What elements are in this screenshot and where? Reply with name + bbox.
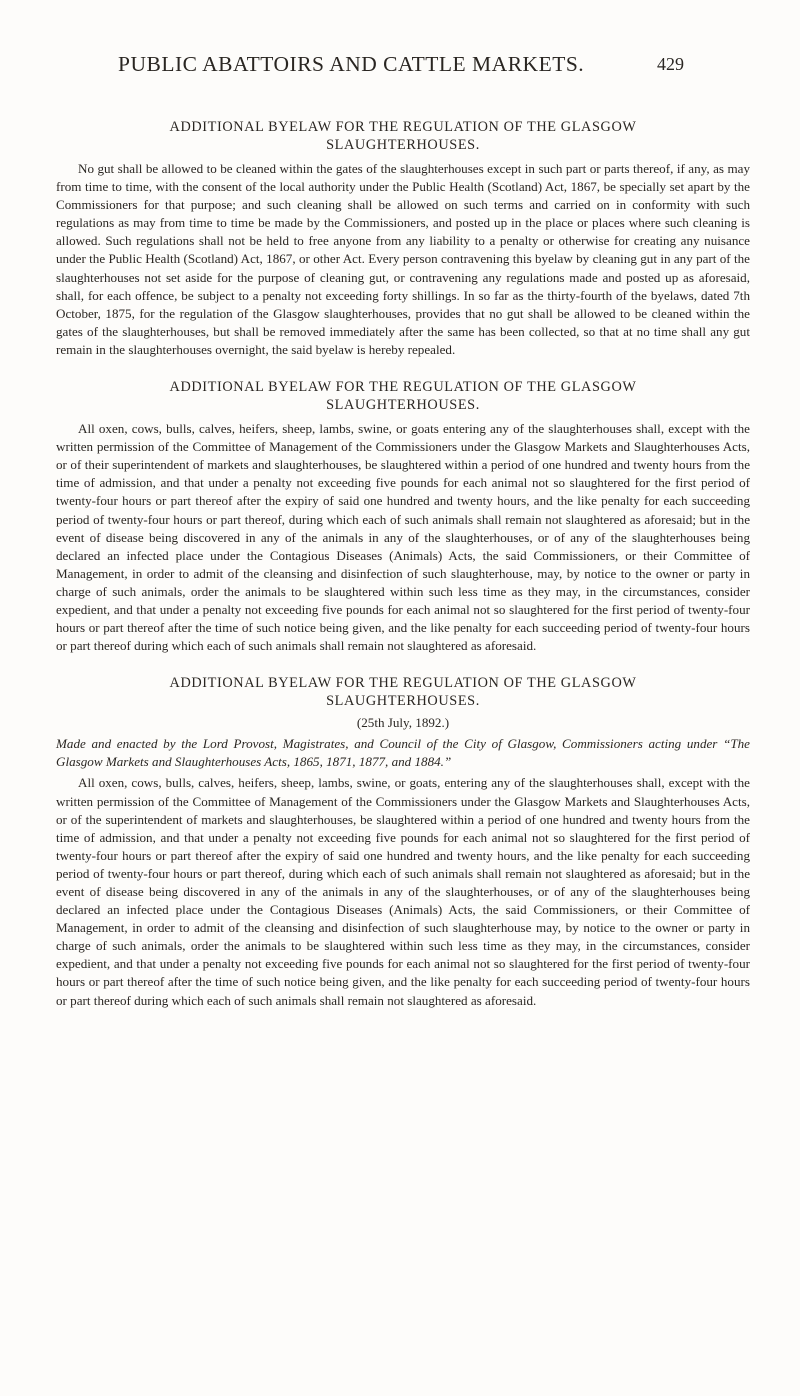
section-heading-line: ADDITIONAL BYELAW FOR THE REGULATION OF THE GLASGOW bbox=[169, 675, 637, 692]
section-heading-line: SLAUGHTERHOUSES. bbox=[326, 693, 480, 710]
page-number: 429 bbox=[657, 54, 684, 74]
section-heading-line: ADDITIONAL BYELAW FOR THE REGULATION OF THE GLASGOW bbox=[169, 379, 637, 396]
byelaw-section-slaughter-period bbox=[56, 378, 750, 655]
section-heading-line: SLAUGHTERHOUSES. bbox=[326, 137, 480, 153]
running-head bbox=[0, 52, 800, 88]
byelaw-section-1892 bbox=[56, 674, 750, 1009]
section-body: All oxen, cows, bulls, calves, heifers, sheep, lambs, swine, or goats, entering any of the slaughterhouses shall, except with the written permission of the Committee of Management of the Commissioners under the Glasgow Markets and Slaughterhouses Acts, or of the superintendent of markets and slaughterhouses, be slaughtered within a period of one hundred and twenty hours from the time of admission, and that under a penalty not exceeding five pounds for each animal not so slaughtered for the first period of twenty-four hours or part thereof after the expiry of said one hundred and twenty hours, and the like penalty for each succeeding period of twenty-four hours or part thereof, during which each of such animals shall remain not slaughtered as aforesaid; but in the event of disease being discovered in any of the animals in any of the slaughterhouses, or of any of the slaughterhouses being declared an infected place under the Contagious Diseases (Animals) Acts, the said Commissioners, or their Committee of Management, in order to admit of the cleansing and disinfection of such slaughterhouse may, by notice to the owner or party in charge of such animals, order the animals to be slaughtered within such less time as they may, in the circumstances, consider expedient, and that under a penalty not exceeding five pounds for each animal not so slaughtered for the first period of twenty-four hours or part thereof after the time of such notice being given, and the like penalty for each succeeding period of twenty-four hours or part thereof during which each of such animals shall remain not slaughtered as aforesaid. bbox=[56, 775, 750, 1008]
section-heading bbox=[56, 378, 750, 414]
section-body: All oxen, cows, bulls, calves, heifers, sheep, lambs, swine, or goats entering any of the slaughterhouses shall, except with the written permission of the Committee of Management of the Commissioners under the Glasgow Markets and Slaughterhouses Acts, or of their superintendent of markets and slaughterhouses, be slaughtered within a period of one hundred and twenty hours from the time of admission, and that under a penalty not exceeding five pounds for each animal not so slaughtered for the first period of twenty-four hours or part thereof after the expiry of said one hundred and twenty hours, and the like penalty for each succeeding period of twenty-four hours or part thereof, during which each of such animals shall remain not slaughtered as aforesaid; but in the event of disease being discovered in any of the animals in any of the slaughterhouses, or of any of the slaughterhouses being declared an infected place under the Contagious Diseases (Animals) Acts, the said Commissioners, or their Committee of Management, in order to admit of the cleansing and disinfection of such slaughterhouse, may, by notice to the owner or party in charge of such animals, order the animals to be slaughtered within such less time as they may, in the circumstances, consider expedient, and that under a penalty not exceeding five pounds for each animal not so slaughtered for the first period of twenty-four hours or part thereof after the time of such notice being given, and the like penalty for each succeeding period of twenty-four hours or part thereof during which each of such animals shall remain not slaughtered as aforesaid. bbox=[56, 421, 750, 654]
section-body: No gut shall be allowed to be cleaned within the gates of the slaughterhouses except in such part or parts thereof, if any, as may from time to time, with the consent of the local authority under the Public Health (Scotland) Act, 1867, be specially set apart by the Commissioners for that purpose; and such cleaning shall be allowed on such terms and carried on in conformity with such regulations as may from time to time be made by the Commissioners, and posted up in the place or places where such cleaning is allowed. Such regulations shall not be held to free anyone from any liability to a penalty or otherwise for creating any nuisance under the Public Health (Scotland) Act, 1867, or other Act. Every person contravening this byelaw by cleaning gut in any part of the slaughterhouses not set aside for the purpose of cleaning gut, or contravening any regulations made and posted up as aforesaid, shall, for each offence, be subject to a penalty not exceeding forty shillings. In so far as the thirty-fourth of the byelaws, dated 7th October, 1875, for the regulation of the Glasgow slaughterhouses, provides that no gut shall be allowed to be cleaned within the gates of the slaughterhouses, but shall be removed immediately after the same has been collected, so that at no time shall any gut remain in the slaughterhouses overnight, the said byelaw is hereby repealed. bbox=[56, 161, 750, 357]
page-content bbox=[56, 118, 750, 1010]
running-title: PUBLIC ABATTOIRS AND CATTLE MARKETS. bbox=[118, 52, 585, 76]
enactment-clause: Made and enacted by the Lord Provost, Magistrates, and Council of the City of Glasgow, Commissioners acting under “The Glasgow Markets and Slaughterhouses Acts, 1865, 1871, 1877, and 1884.” bbox=[56, 736, 750, 770]
section-heading bbox=[56, 674, 750, 710]
byelaw-section-gut-cleaning bbox=[56, 118, 750, 359]
enactment-date: (25th July, 1892.) bbox=[356, 715, 450, 731]
section-heading-line: SLAUGHTERHOUSES. bbox=[326, 397, 480, 414]
section-heading bbox=[56, 118, 750, 154]
section-heading-line: ADDITIONAL BYELAW FOR THE REGULATION OF THE GLASGOW bbox=[169, 119, 637, 135]
